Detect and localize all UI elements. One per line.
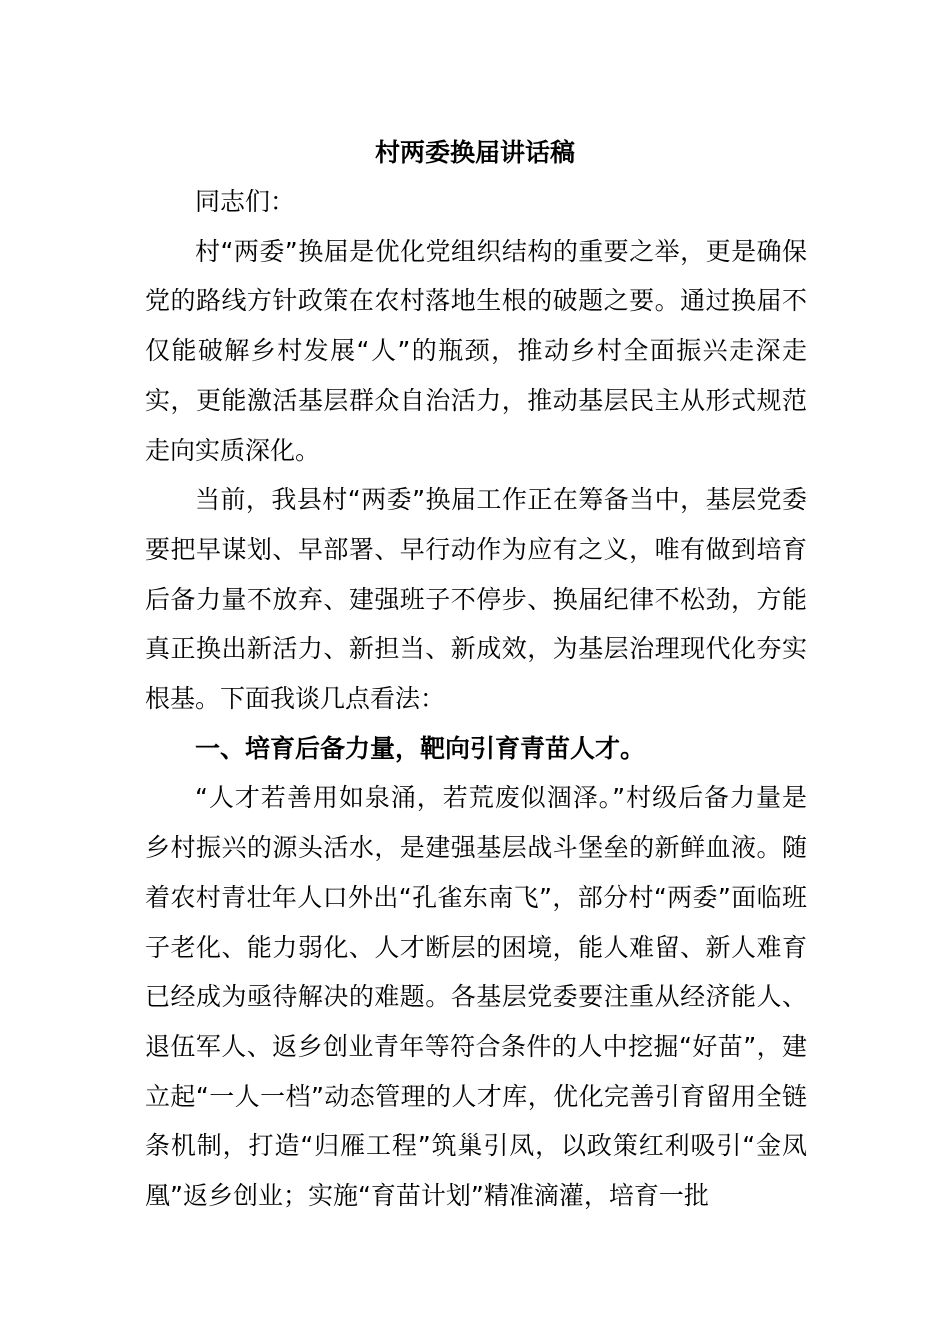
body-paragraph: 村“两委”换届是优化党组织结构的重要之举，更是确保党的路线方针政策在农村落地生根的破题之要。通过换届不仅能破解乡村发展“人”的瓶颈，推动乡村全面振兴走深走实，更能激活基层群众自治活力，推动基层民主从形式规范走向实质深化。 (145, 236, 807, 465)
section-heading: 一、培育后备力量，靶向引育青苗人才。 (195, 733, 646, 763)
body-paragraph: “人才若善用如泉涌，若荒废似涸泽。”村级后备力量是乡村振兴的源头活水，是建强基层战斗堡垒的新鲜血液。随着农村青壮年人口外出“孔雀东南飞”，部分村“两委”面临班子老化、能力弱化、人才断层的困境，能人难留、新人难育已经成为亟待解决的难题。各基层党委要注重从经济能人、退伍军人、返乡创业青年等符合条件的人中挖掘“好苗”，建立起“一人一档”动态管理的人才库，优化完善引育留用全链条机制，打造“归雁工程”筑巢引凤，以政策红利吸引“金凤凰”返乡创业；实施“育苗计划”精准滴灌，培育一批 (145, 783, 807, 1211)
salutation-paragraph: 同志们： (195, 187, 296, 216)
document-title: 村两委换届讲话稿 (374, 138, 575, 167)
document-body (145, 177, 807, 1221)
body-paragraph: 当前，我县村“两委”换届工作正在筹备当中，基层党委要把早谋划、早部署、早行动作为应有之义，唯有做到培育后备力量不放弃、建强班子不停步、换届纪律不松劲，方能真正换出新活力、新担当、新成效，为基层治理现代化夯实根基。下面我谈几点看法： (145, 485, 807, 714)
